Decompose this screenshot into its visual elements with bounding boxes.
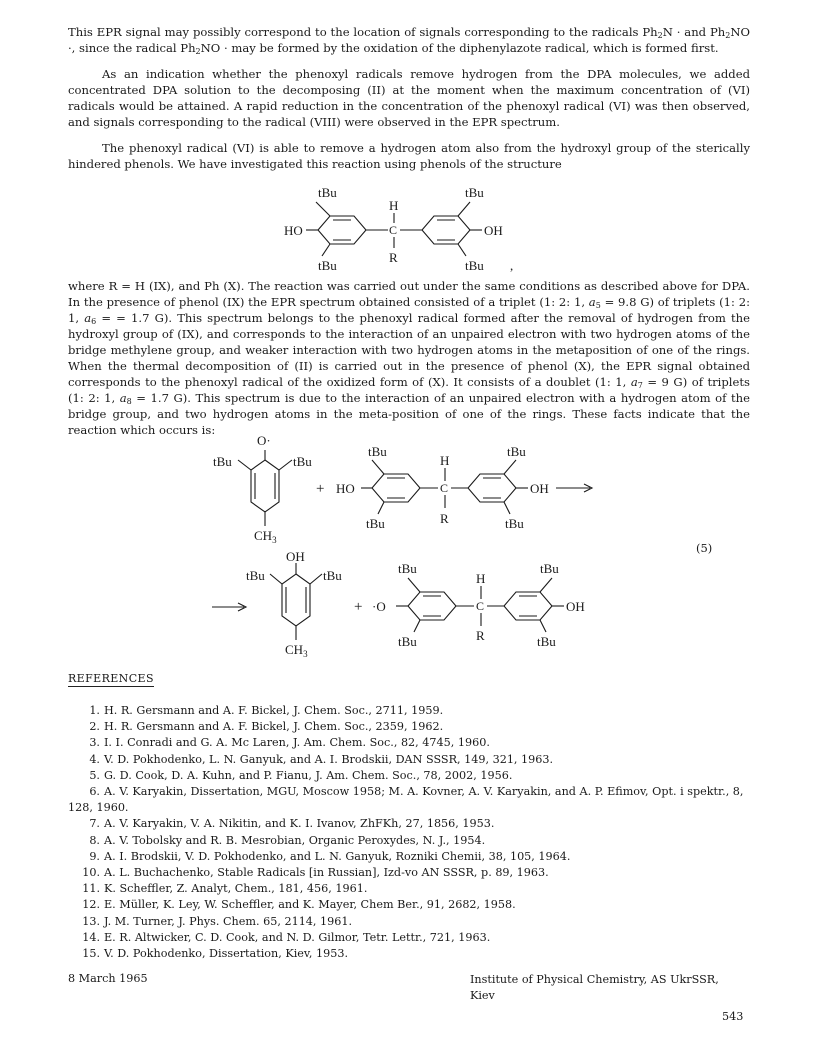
- reference-text: H. R. Gersmann and A. F. Bickel, J. Chem. Soc., 2359, 1962.: [104, 720, 444, 734]
- label-tbu: tBu: [398, 634, 417, 649]
- reference-item: [68, 849, 750, 865]
- label-bridge-carbon: C: [476, 599, 485, 613]
- submission-date: 8 March 1965: [68, 972, 148, 985]
- reference-item: [68, 833, 750, 849]
- reference-number: 10.: [82, 866, 100, 880]
- reference-item: [68, 946, 750, 962]
- label-oh: OH: [484, 223, 503, 238]
- reference-text: I. I. Conradi and G. A. Mc Laren, J. Am. Chem. Soc., 82, 4745, 1960.: [104, 736, 490, 750]
- label-r: R: [389, 250, 398, 265]
- reference-item: [68, 784, 750, 816]
- references-heading: REFERENCES: [68, 672, 154, 685]
- reference-item: [68, 703, 750, 719]
- label-tbu: tBu: [465, 185, 484, 200]
- label-h: H: [440, 453, 450, 468]
- reference-item: [68, 816, 750, 832]
- label-plus: +: [354, 599, 363, 615]
- page-number: 543: [722, 1010, 744, 1023]
- label-oh: OH: [530, 481, 549, 496]
- paragraph-dpa-indication: As an indication whether the phenoxyl radicals remove hydrogen from the DPA molecules, we added concentrated DPA solution to the decomposing (II) at the moment when the maximum concentration of (VI) radicals would be attained. A rapid reduction in the concentration of the phenoxyl radical (VI) was then observed, and signals corresponding to the radical (VIII) were observed in the EPR spectrum.: [68, 67, 750, 129]
- reference-number: 14.: [82, 930, 100, 944]
- institution-line: Institute of Physical Chemistry, AS UkrSSR,: [470, 973, 719, 986]
- reference-text: G. D. Cook, D. A. Kuhn, and P. Fianu, J. Am. Chem. Soc., 78, 2002, 1956.: [104, 768, 513, 782]
- paragraph-epr-signal: This EPR signal may possibly correspond to the location of signals corresponding to the radicals $Ph_2N$ · and $Ph_2NO$ ·, since the radical $Ph_2NO$ · may be formed by the oxidation of the diphenylazote radical, which is formed first.: [68, 25, 750, 56]
- label-ho: HO: [336, 481, 355, 496]
- institution-line: Kiev: [470, 989, 495, 1002]
- label-radical-o: ·O: [372, 599, 386, 614]
- label-h: H: [476, 571, 486, 586]
- reference-number: 11.: [82, 882, 100, 896]
- reference-text: E. Müller, K. Ley, W. Scheffler, and K. Mayer, Chem Ber., 91, 2682, 1958.: [104, 898, 516, 912]
- label-r: R: [440, 511, 449, 526]
- reference-number: 1.: [89, 704, 100, 717]
- label-tbu: tBu: [293, 454, 312, 469]
- reference-item: [68, 735, 750, 751]
- reference-number: 3.: [89, 736, 100, 750]
- paragraph-phenoxyl-radical: The phenoxyl radical (VI) is able to remove a hydrogen atom also from the hydroxyl group of the sterically hindered phenols. We have investigated this reaction using phenols of the structure: [68, 141, 750, 171]
- reference-text: A. V. Karyakin, V. A. Nikitin, and K. I. Ivanov, ZhFKh, 27, 1856, 1953.: [104, 817, 495, 831]
- reference-text: A. L. Buchachenko, Stable Radicals [in Russian], Izd-vo AN SSSR, p. 89, 1963.: [104, 866, 549, 880]
- reference-text: E. R. Altwicker, C. D. Cook, and N. D. Gilmor, Tetr. Lettr., 721, 1963.: [104, 930, 491, 944]
- label-comma: ,: [510, 258, 514, 273]
- reference-text: K. Scheffler, Z. Analyt, Chem., 181, 456, 1961.: [104, 882, 368, 896]
- label-tbu: tBu: [505, 516, 524, 531]
- reference-item: [68, 930, 750, 946]
- label-tbu: tBu: [323, 568, 342, 583]
- label-tbu: tBu: [318, 185, 337, 200]
- label-tbu: tBu: [507, 444, 526, 459]
- reference-item: [68, 914, 750, 930]
- reference-item: [68, 881, 750, 897]
- reference-number: 8.: [89, 833, 100, 847]
- reference-number: 2.: [89, 720, 100, 734]
- reference-item: [68, 897, 750, 913]
- reference-number: 6.: [89, 785, 100, 799]
- reference-item: [68, 768, 750, 784]
- label-tbu: tBu: [246, 568, 265, 583]
- paragraph-reaction-results: where R = H (IX), and Ph (X). The reaction was carried out under the same conditions as described above for DPA. In the presence of phenol (IX) the EPR spectrum obtained consisted of a triplet (1: 2: 1, $a_5 = 9.8$ G) of triplets (1: 2: 1, $a_6$ = = 1.7 G). This spectrum belongs to the phenoxyl radical formed after the removal of hydrogen from the hydroxyl group of (IX), and corresponds to the interaction of an unpaired electron with two hydrogen atoms of the bridge methylene group, and weaker interaction with two hydrogen atoms in the metaposition of one of the rings. When the thermal decomposition of (II) is carried out in the presence of phenol (X), the EPR signal obtained corresponds to the phenoxyl radical of the oxidized form of (X). It consists of a doublet (1: 1, $a_7 = 9$ G) of triplets (1: 2: 1, $a_8 = 1.7$ G). This spectrum is due to the interaction of an unpaired electron with a hydrogen atom of the bridge group, and two hydrogen atoms in the meta-position of one of the rings. These facts indicate that the reaction which occurs is:: [68, 279, 750, 437]
- label-tbu: tBu: [537, 634, 556, 649]
- label-tbu: tBu: [465, 258, 484, 273]
- label-ch3: $CH_3$: [285, 642, 308, 659]
- label-ch3: $CH_3$: [254, 528, 277, 545]
- reference-text: A. V. Tobolsky and R. B. Mesrobian, Organic Peroxydes, N. J., 1954.: [104, 833, 486, 847]
- reaction-scheme: [0, 426, 816, 670]
- label-r: R: [476, 628, 485, 643]
- reference-item: [68, 752, 750, 768]
- label-ho: HO: [284, 223, 303, 238]
- label-bridge-carbon: C: [389, 223, 398, 237]
- reference-item: [68, 719, 750, 735]
- label-oh: OH: [566, 599, 585, 614]
- reference-text: A. V. Karyakin, Dissertation, MGU, Moscow 1958; M. A. Kovner, A. V. Karyakin, and A. P. Efimov, Opt. i spektr., 8, 128, 1960.: [68, 785, 744, 815]
- reference-number: 12.: [82, 898, 100, 912]
- reference-number: 9.: [89, 849, 100, 863]
- label-oh: OH: [286, 549, 305, 564]
- label-plus: +: [316, 481, 325, 497]
- label-bridge-carbon: C: [440, 481, 449, 495]
- reference-text: V. D. Pokhodenko, Dissertation, Kiev, 1953.: [104, 947, 349, 961]
- institution: [470, 972, 719, 1004]
- reference-number: 13.: [82, 914, 100, 928]
- label-tbu: tBu: [213, 454, 232, 469]
- label-tbu: tBu: [368, 444, 387, 459]
- reference-text: A. I. Brodskii, V. D. Pokhodenko, and L. N. Ganyuk, Rozniki Chemii, 38, 105, 1964.: [104, 849, 571, 863]
- reference-text: V. D. Pokhodenko, L. N. Ganyuk, and A. I. Brodskii, DAN SSSR, 149, 321, 1963.: [104, 752, 554, 766]
- reference-number: 4.: [89, 752, 100, 766]
- label-tbu: tBu: [318, 258, 337, 273]
- label-tbu: tBu: [366, 516, 385, 531]
- label-h: H: [389, 198, 399, 213]
- reference-number: 7.: [89, 817, 100, 831]
- references-list: [68, 703, 750, 962]
- reference-text: J. M. Turner, J. Phys. Chem. 65, 2114, 1961.: [104, 914, 353, 928]
- reference-number: 15.: [82, 947, 100, 961]
- reference-number: 5.: [89, 768, 100, 782]
- label-tbu: tBu: [540, 561, 559, 576]
- equation-number: (5): [696, 541, 713, 555]
- reference-text: H. R. Gersmann and A. F. Bickel, J. Chem. Soc., 2711, 1959.: [104, 704, 444, 717]
- structure-bisphenol: [0, 178, 816, 278]
- label-tbu: tBu: [398, 561, 417, 576]
- reference-item: [68, 865, 750, 881]
- label-o-radical: O·: [257, 433, 271, 448]
